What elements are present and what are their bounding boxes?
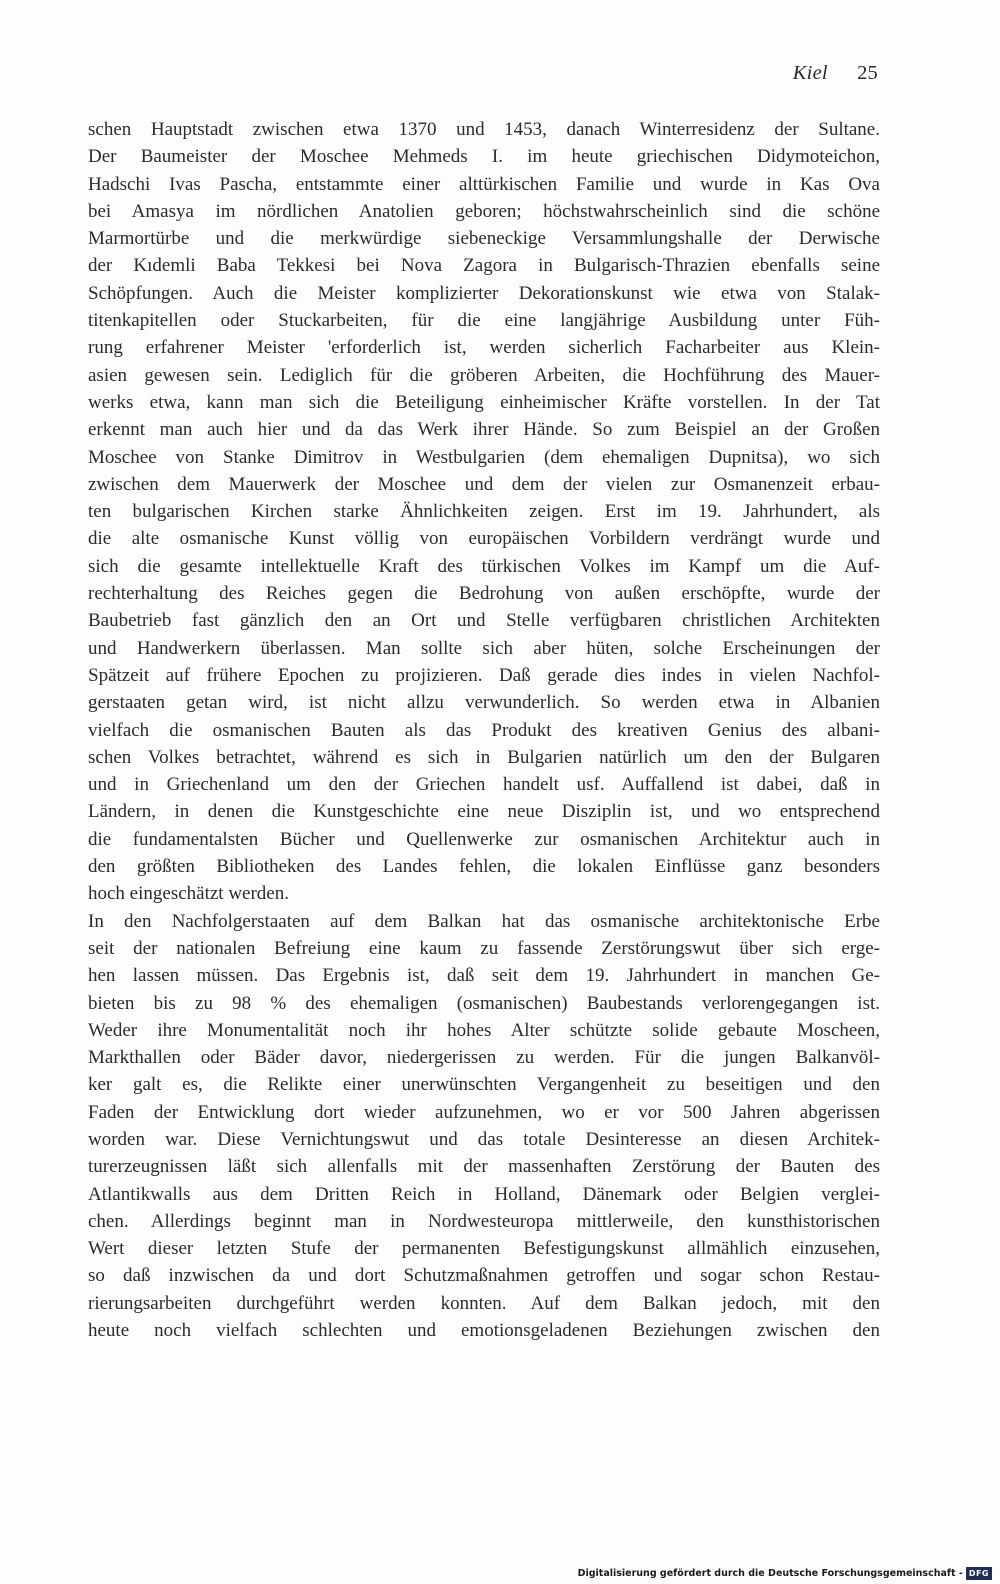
page-number: 25: [857, 62, 878, 84]
text-line: heute noch vielfach schlechten und emotionsgeladenen Beziehungen zwischen den: [88, 1320, 880, 1342]
text-line: Wert dieser letzten Stufe der permanenten Befestigungskunst allmählich einzusehen,: [88, 1238, 880, 1260]
text-line: Markthallen oder Bäder davor, niedergerissen zu werden. Für die jungen Balkanvöl-: [88, 1047, 880, 1069]
text-line: Atlantikwalls aus dem Dritten Reich in Holland, Dänemark oder Belgien verglei-: [88, 1183, 880, 1205]
text-line: bieten bis zu 98 % des ehemaligen (osmanischen) Baubestands verlorengegangen ist.: [88, 992, 880, 1014]
text-line: die alte osmanische Kunst völlig von europäischen Vorbildern verdrängt wurde und: [88, 528, 880, 550]
text-line: Moschee von Stanke Dimitrov in Westbulgarien (dem ehemaligen Dupnitsa), wo sich: [88, 446, 880, 468]
text-line: asien gewesen sein. Lediglich für die gröberen Arbeiten, die Hochführung des Mauer-: [88, 364, 880, 386]
text-line: so daß inzwischen da und dort Schutzmaßnahmen getroffen und sogar schon Restau-: [88, 1265, 880, 1287]
text-line: rierungsarbeiten durchgeführt werden konnten. Auf dem Balkan jedoch, mit den: [88, 1292, 880, 1314]
text-line: schen Hauptstadt zwischen etwa 1370 und 1453, danach Winterresidenz der Sultane.: [88, 119, 880, 140]
text-line: zwischen dem Mauerwerk der Moschee und dem der vielen zur Osmanenzeit erbau-: [88, 473, 880, 495]
text-line: titenkapitellen oder Stuckarbeiten, für die eine langjährige Ausbildung unter Füh-: [88, 310, 880, 332]
text-line: ten bulgarischen Kirchen starke Ähnlichkeiten zeigen. Erst im 19. Jahrhundert, als: [88, 501, 880, 523]
paragraph: [88, 116, 880, 908]
text-line: bei Amasya im nördlichen Anatolien geboren; höchstwahrscheinlich sind die schöne: [88, 200, 880, 222]
text-line: die fundamentalsten Bücher und Quellenwerke zur osmanischen Architektur auch in: [88, 828, 880, 850]
text-line: Spätzeit auf frühere Epochen zu projizieren. Daß gerade dies indes in vielen Nachfol-: [88, 664, 880, 686]
footer: [578, 1567, 992, 1580]
text-line: der Kıdemli Baba Tekkesi bei Nova Zagora in Bulgarisch-Thrazien ebenfalls seine: [88, 255, 880, 277]
text-line: und in Griechenland um den der Griechen handelt usf. Auffallend ist dabei, daß in: [88, 774, 880, 796]
text-line: Marmortürbe und die merkwürdige siebeneckige Versammlungshalle der Derwische: [88, 228, 880, 250]
footer-credit: Digitalisierung gefördert durch die Deutsche Forschungsgemeinschaft -: [577, 1568, 963, 1579]
text-line: Ländern, in denen die Kunstgeschichte eine neue Disziplin ist, und wo entsprechend: [88, 801, 880, 823]
text-line: vielfach die osmanischen Bauten als das Produkt des kreativen Genius des albani-: [88, 719, 880, 741]
text-line: Schöpfungen. Auch die Meister komplizierter Dekorationskunst wie etwa von Stalak-: [88, 282, 880, 304]
text-line: Der Baumeister der Moschee Mehmeds I. im heute griechischen Didymoteichon,: [88, 146, 880, 168]
text-line: den größten Bibliotheken des Landes fehlen, die lokalen Einflüsse ganz besonders: [88, 856, 880, 878]
text-line: werks etwa, kann man sich die Beteiligung einheimischer Kräfte vorstellen. In der Tat: [88, 391, 880, 413]
text-line: ker galt es, die Relikte einer unerwünschten Vergangenheit zu beseitigen und den: [88, 1074, 880, 1096]
text-line: gerstaaten getan wird, ist nicht allzu verwunderlich. So werden etwa in Albanien: [88, 692, 880, 714]
text-line: Hadschi Ivas Pascha, entstammte einer alttürkischen Familie und wurde in Kas Ova: [88, 173, 880, 195]
paragraph: [88, 908, 880, 1345]
text-line: schen Volkes betrachtet, während es sich in Bulgarien natürlich um den der Bulgaren: [88, 746, 880, 768]
body-text: [88, 116, 880, 1344]
text-line: erkennt man auch hier und da das Werk ihrer Hände. So zum Beispiel an der Großen: [88, 419, 880, 441]
text-line: Baubetrieb fast gänzlich den an Ort und Stelle verfügbaren christlichen Architekten: [88, 610, 880, 632]
text-line: sich die gesamte intellektuelle Kraft des türkischen Volkes im Kampf um die Auf-: [88, 555, 880, 577]
text-line: hen lassen müssen. Das Ergebnis ist, daß seit dem 19. Jahrhundert in manchen Ge-: [88, 965, 880, 987]
text-line: und Handwerkern überlassen. Man sollte sich aber hüten, solche Erscheinungen der: [88, 637, 880, 659]
running-head: [793, 62, 878, 85]
text-line: worden war. Diese Vernichtungswut und das totale Desinteresse an diesen Architek-: [88, 1128, 880, 1150]
text-line: Weder ihre Monumentalität noch ihr hohes Alter schützte solide gebaute Moscheen,: [88, 1019, 880, 1041]
text-line: turerzeugnissen läßt sich allenfalls mit der massenhaften Zerstörung der Bauten des: [88, 1156, 880, 1178]
text-line: Faden der Entwicklung dort wieder aufzunehmen, wo er vor 500 Jahren abgerissen: [88, 1101, 880, 1123]
dfg-logo: DFG: [966, 1567, 992, 1580]
text-line: rechterhaltung des Reiches gegen die Bedrohung von außen erschöpfte, wurde der: [88, 583, 880, 605]
text-line: chen. Allerdings beginnt man in Nordwesteuropa mittlerweile, den kunsthistorischen: [88, 1210, 880, 1232]
text-line: hoch eingeschätzt werden.: [88, 883, 289, 905]
text-line: seit der nationalen Befreiung eine kaum zu fassende Zerstörungswut über sich erge-: [88, 937, 880, 959]
running-head-title: Kiel: [792, 62, 828, 84]
text-line: rung erfahrener Meister 'erforderlich ist, werden sicherlich Facharbeiter aus Klein-: [88, 337, 880, 359]
text-line: In den Nachfolgerstaaten auf dem Balkan hat das osmanische architektonische Erbe: [88, 910, 880, 932]
